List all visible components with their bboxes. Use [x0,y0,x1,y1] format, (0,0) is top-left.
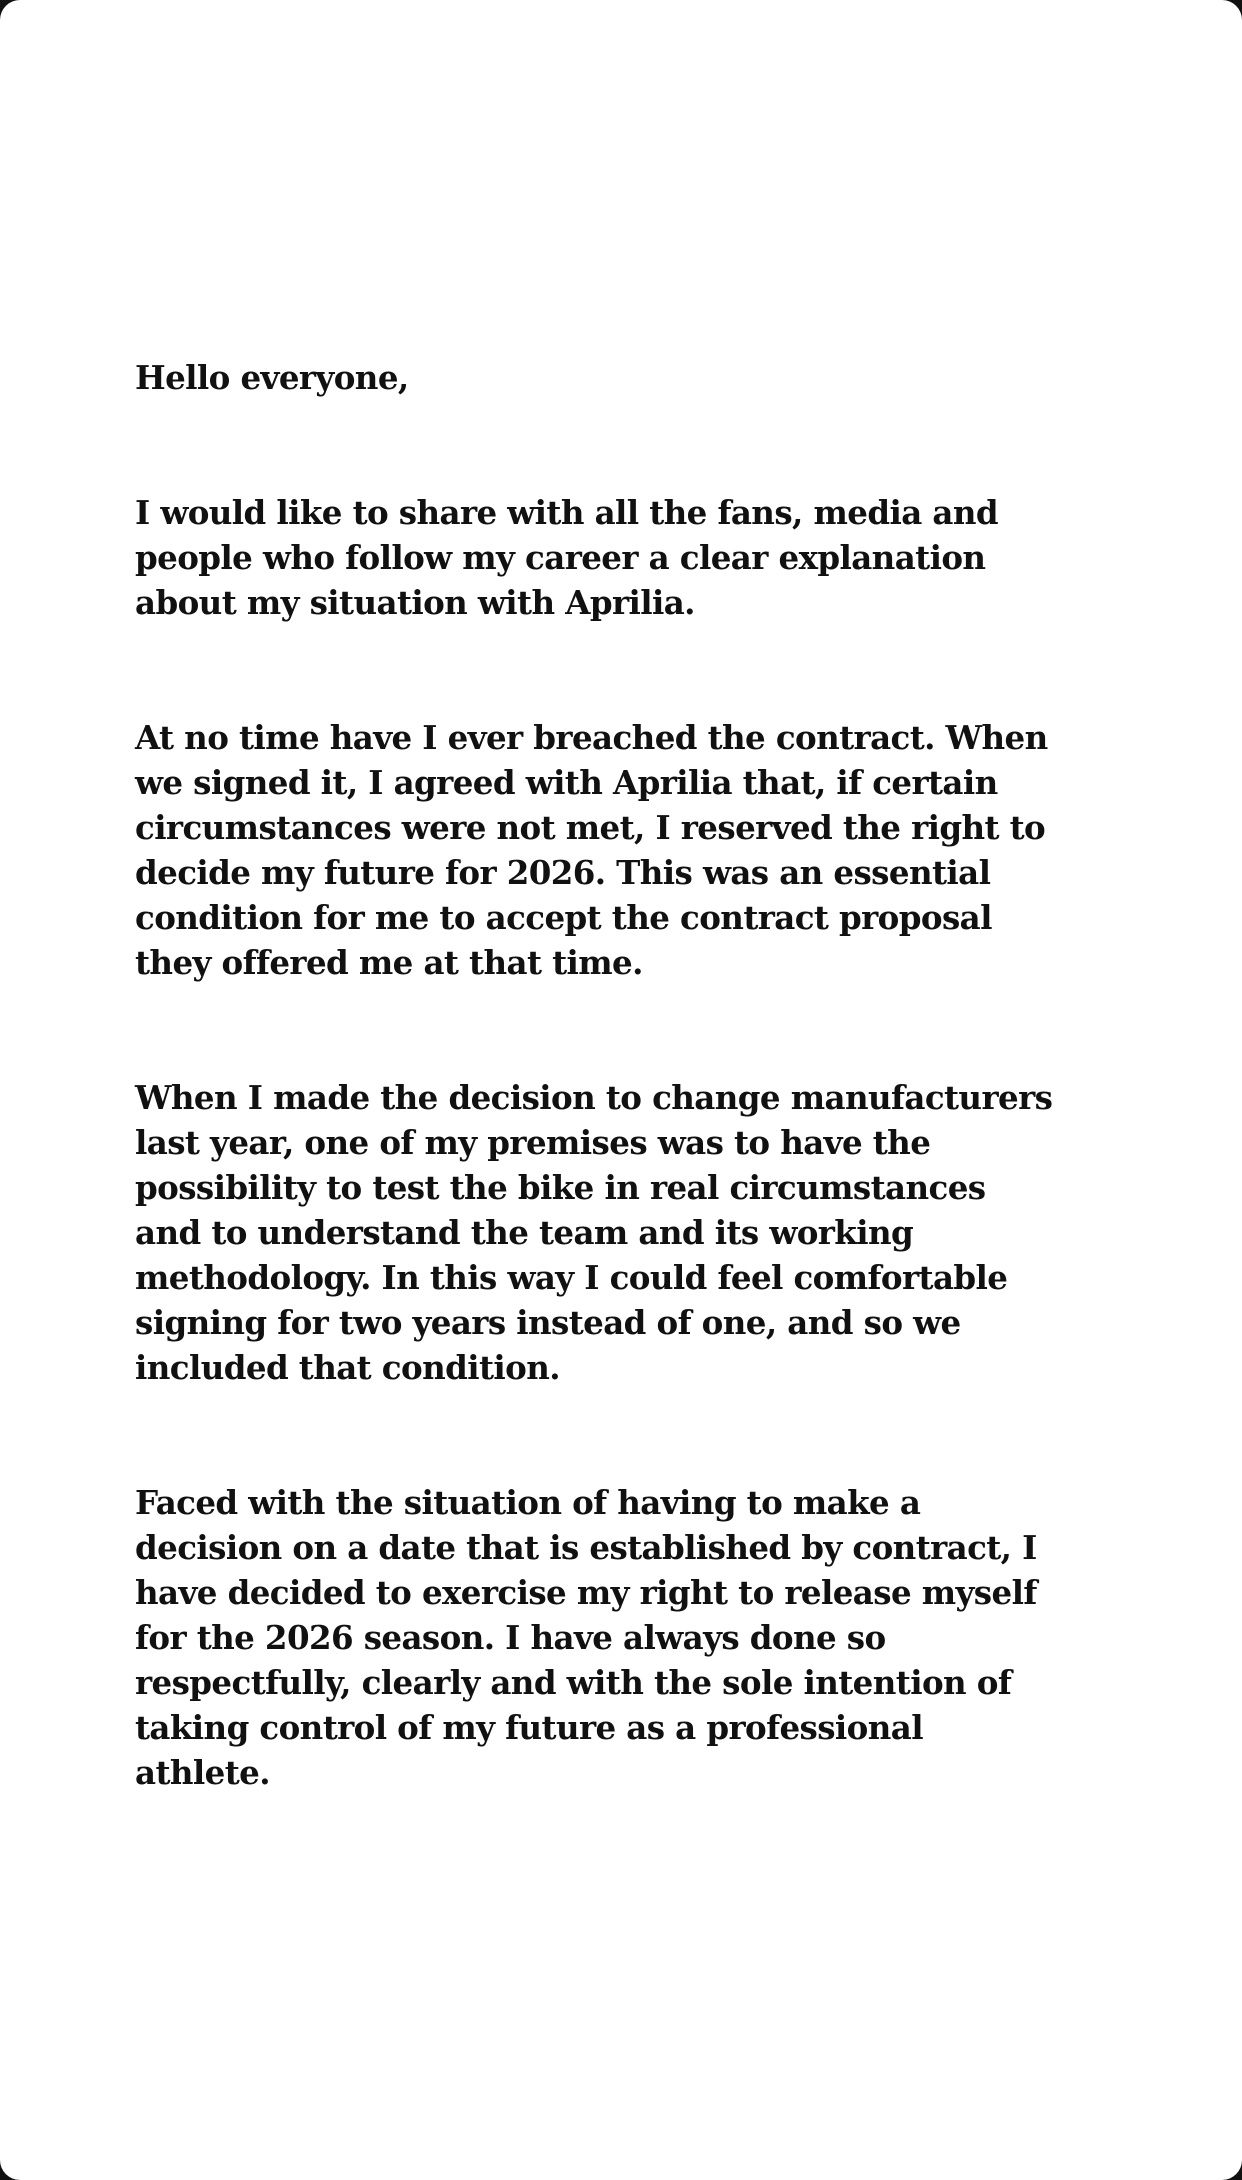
letter-greeting: Hello everyone, [135,358,409,397]
letter-paragraph-4: Faced with the situation of having to make a decision on a date that is established by contract, I have decided to exercise my right to release myself for the 2026 season. I have always done so respectfully, clearly and with the sole intention of taking control of my future as a professional athlete. [135,1483,1037,1792]
letter-paragraph-2: At no time have I ever breached the contract. When we signed it, I agreed with Aprilia that, if certain circumstances were not met, I reserved the right to decide my future for 2026. This was an essential condition for me to accept the contract proposal they offered me at that time. [135,718,1048,982]
letter-body [135,355,1155,1795]
letter-paragraph-3: When I made the decision to change manufacturers last year, one of my premises was to have the possibility to test the bike in real circumstances and to understand the team and its working methodology. In this way I could feel comfortable signing for two years instead of one, and so we included that condition. [135,1078,1053,1387]
letter-paragraph-1: I would like to share with all the fans, media and people who follow my career a clear explanation about my situation with Aprilia. [135,493,998,622]
